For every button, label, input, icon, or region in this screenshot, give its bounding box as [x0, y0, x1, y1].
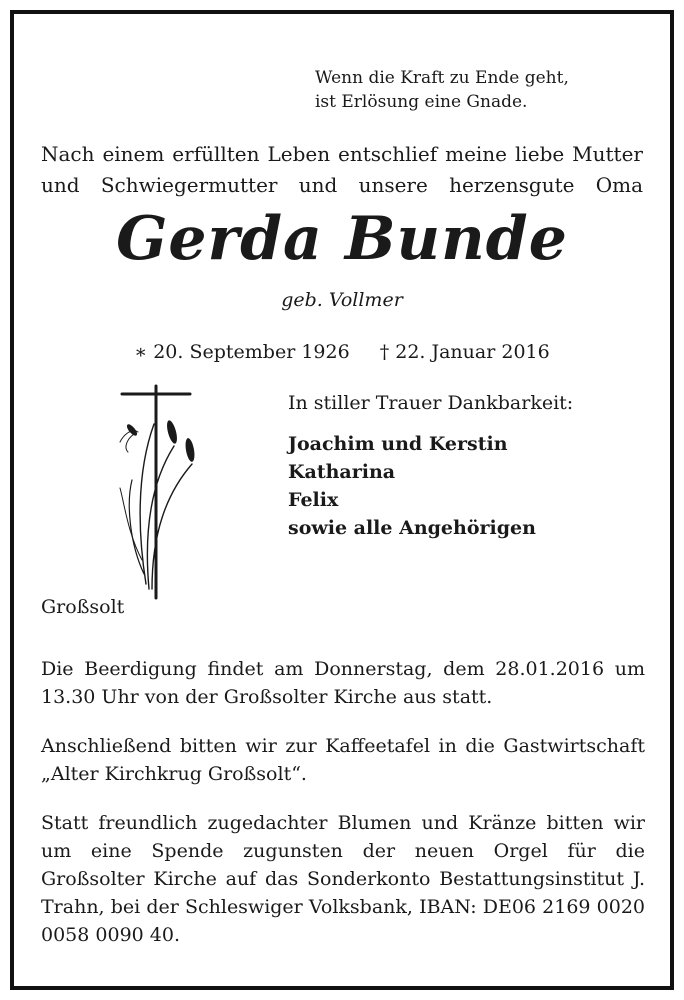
funeral-info: Die Beerdigung findet am Donnerstag, dem 28.01.2016 um 13.30 Uhr von der Großsolter Kirche aus statt. [41, 658, 645, 708]
place-name: Großsolt [41, 596, 125, 618]
mourner-name: Felix [288, 489, 339, 511]
motto [315, 66, 569, 114]
death-date: † 22. Januar 2016 [379, 341, 550, 363]
cross-with-wheat-icon [116, 384, 196, 604]
maiden-name: geb. Vollmer [281, 289, 403, 311]
mourner-name: sowie alle Angehörigen [288, 517, 536, 539]
mourning-line: In stiller Trauer Dankbarkeit: [288, 392, 574, 414]
coffee-info: Anschließend bitten wir zur Kaffeetafel in die Gastwirtschaft „Alter Kirchkrug Großsolt“. [41, 735, 645, 785]
mourner-name: Katharina [288, 461, 396, 483]
mourner-name: Joachim und Kerstin [288, 433, 508, 455]
donation-info: Statt freundlich zugedachter Blumen und Kränze bitten wir um eine Spende zugunsten der neuen Orgel für die Großsolter Kirche auf das Sonderkonto Bestattungsinstitut J. Trahn, bei der Schleswiger Volksbank, IBAN: DE06 2169 0020 0058 0090 40. [41, 812, 645, 946]
obituary-notice [10, 10, 674, 990]
intro-text: Nach einem erfüllten Leben entschlief meine liebe Mutter und Schwiegermutter und unsere herzensgute Oma [41, 142, 643, 197]
deceased-name: Gerda Bunde [116, 204, 568, 274]
motto-line: ist Erlösung eine Gnade. [315, 92, 528, 112]
motto-line: Wenn die Kraft zu Ende geht, [315, 68, 569, 88]
mourners-list [288, 430, 536, 542]
life-dates [14, 341, 670, 363]
birth-date: ∗ 20. September 1926 [134, 341, 350, 363]
